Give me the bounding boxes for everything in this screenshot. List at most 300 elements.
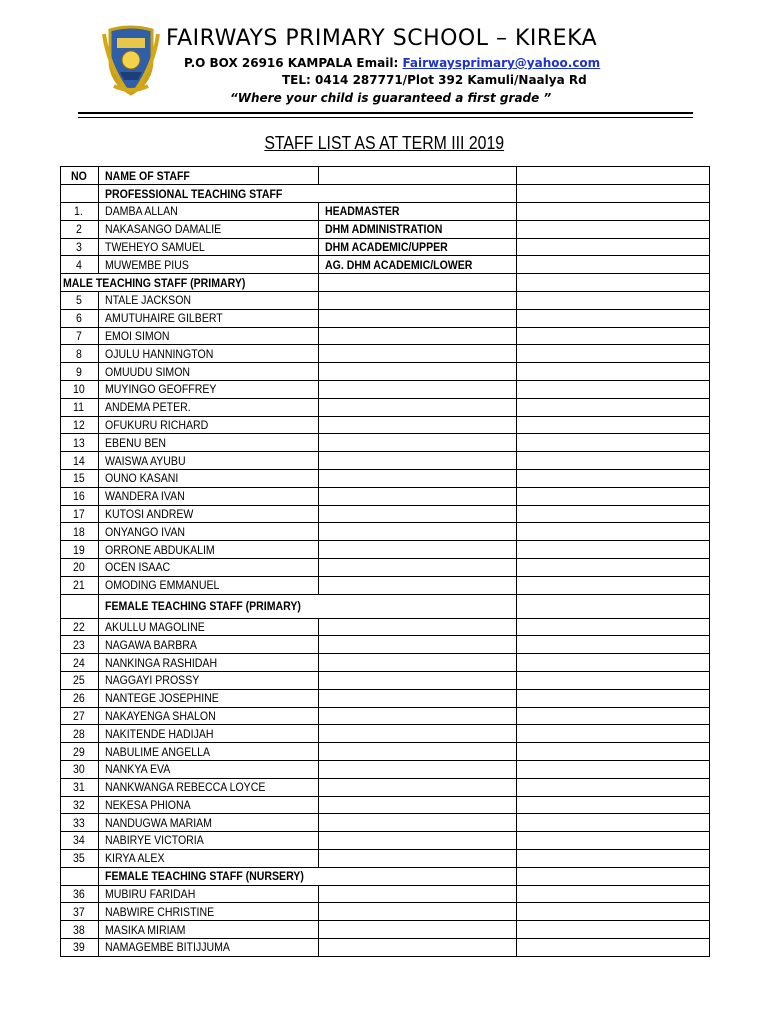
staff-number: 3	[76, 239, 83, 254]
empty-cell	[517, 671, 710, 689]
staff-role-cell	[319, 238, 517, 256]
staff-name: NEKESA PHIONA	[105, 797, 191, 812]
staff-role: HEADMASTER	[325, 204, 400, 219]
section-label: PROFESSIONAL TEACHING STAFF	[105, 186, 283, 201]
empty-cell	[517, 291, 710, 309]
document-title-text: STAFF LIST AS AT TERM III 2019	[264, 133, 504, 153]
school-motto: “Where your child is guaranteed a first grade ”	[230, 91, 552, 105]
column-header-name-text: NAME OF STAFF	[105, 168, 190, 183]
staff-number: 36	[72, 887, 85, 902]
staff-name: NABULIME ANGELLA	[105, 744, 211, 759]
staff-role-cell	[319, 398, 517, 416]
table-row	[61, 725, 710, 743]
staff-number-cell	[61, 725, 99, 743]
table-row	[61, 814, 710, 832]
empty-cell	[517, 434, 710, 452]
staff-number-cell	[61, 576, 99, 594]
section-label-cell	[99, 594, 517, 618]
staff-number: 12	[72, 417, 85, 432]
staff-role-cell	[319, 778, 517, 796]
staff-name-cell	[99, 796, 319, 814]
staff-role-cell	[319, 558, 517, 576]
staff-number: 5	[76, 293, 83, 308]
staff-role-cell	[319, 814, 517, 832]
staff-name: MUBIRU FARIDAH	[105, 887, 196, 902]
staff-name-cell	[99, 849, 319, 867]
staff-name: KIRYA ALEX	[105, 851, 165, 866]
table-row	[61, 832, 710, 850]
staff-name-cell	[99, 220, 319, 238]
address-line	[184, 56, 600, 70]
table-row	[61, 707, 710, 725]
staff-role-cell	[319, 203, 517, 221]
table-row	[61, 452, 710, 470]
staff-name-cell	[99, 434, 319, 452]
column-header-empty	[517, 167, 710, 185]
empty-cell	[517, 558, 710, 576]
staff-number-cell	[61, 416, 99, 434]
staff-name: ORRONE ABDUKALIM	[105, 542, 215, 557]
staff-name-cell	[99, 541, 319, 559]
staff-name-cell	[99, 707, 319, 725]
table-row	[61, 416, 710, 434]
staff-role-cell	[319, 576, 517, 594]
staff-role-cell	[319, 487, 517, 505]
telephone-line: TEL: 0414 287771/Plot 392 Kamuli/Naalya Rd	[282, 73, 587, 87]
staff-role-cell	[319, 523, 517, 541]
empty-cell	[517, 380, 710, 398]
staff-name-cell	[99, 832, 319, 850]
empty-cell	[517, 452, 710, 470]
staff-role-cell	[319, 903, 517, 921]
staff-role-cell	[319, 291, 517, 309]
staff-number-cell	[61, 523, 99, 541]
staff-name: NABIRYE VICTORIA	[105, 833, 204, 848]
empty-cell	[517, 203, 710, 221]
empty-cell	[517, 921, 710, 939]
staff-name-cell	[99, 238, 319, 256]
empty-cell	[517, 594, 710, 618]
staff-role-cell	[319, 309, 517, 327]
staff-number-cell	[61, 778, 99, 796]
staff-number: 4	[76, 257, 83, 272]
staff-number-cell	[61, 921, 99, 939]
staff-name-cell	[99, 345, 319, 363]
staff-number-cell	[61, 220, 99, 238]
staff-name: NAKASANGO DAMALIE	[105, 222, 222, 237]
staff-name-cell	[99, 671, 319, 689]
staff-number-cell	[61, 363, 99, 381]
staff-number-cell	[61, 636, 99, 654]
staff-name-cell	[99, 939, 319, 957]
empty-cell	[61, 185, 99, 203]
staff-name-cell	[99, 885, 319, 903]
staff-table	[60, 166, 710, 957]
staff-number: 31	[72, 780, 85, 795]
staff-number: 18	[72, 524, 85, 539]
staff-number-cell	[61, 618, 99, 636]
empty-cell	[517, 487, 710, 505]
staff-number-cell	[61, 345, 99, 363]
staff-number-cell	[61, 760, 99, 778]
staff-role-cell	[319, 725, 517, 743]
staff-number: 30	[72, 762, 85, 777]
staff-number-cell	[61, 903, 99, 921]
staff-table-body	[61, 167, 710, 957]
staff-number: 27	[72, 708, 85, 723]
staff-role-cell	[319, 707, 517, 725]
header-divider-thin	[78, 117, 693, 118]
staff-role-cell	[319, 505, 517, 523]
table-row	[61, 849, 710, 867]
staff-number-cell	[61, 832, 99, 850]
staff-name: OFUKURU RICHARD	[105, 417, 209, 432]
empty-cell	[517, 309, 710, 327]
empty-cell	[517, 903, 710, 921]
staff-name-cell	[99, 291, 319, 309]
staff-role-cell	[319, 380, 517, 398]
staff-number-cell	[61, 541, 99, 559]
staff-number: 35	[72, 851, 85, 866]
staff-number: 6	[76, 311, 83, 326]
staff-name-cell	[99, 760, 319, 778]
empty-cell	[517, 760, 710, 778]
staff-number: 9	[76, 364, 83, 379]
staff-number: 1.	[74, 204, 84, 219]
staff-name: OJULU HANNINGTON	[105, 346, 214, 361]
staff-name: NAGGAYI PROSSY	[105, 673, 200, 688]
staff-number-cell	[61, 327, 99, 345]
staff-role-cell	[319, 416, 517, 434]
table-header-row	[61, 167, 710, 185]
section-label: FEMALE TEACHING STAFF (NURSERY)	[105, 869, 304, 884]
staff-name: NABWIRE CHRISTINE	[105, 904, 215, 919]
table-row	[61, 469, 710, 487]
table-row	[61, 903, 710, 921]
staff-name: AMUTUHAIRE GILBERT	[105, 311, 223, 326]
staff-name: AKULLU MAGOLINE	[105, 619, 205, 634]
staff-role-cell	[319, 832, 517, 850]
table-row	[61, 398, 710, 416]
staff-name: NANKYA EVA	[105, 762, 171, 777]
staff-name-cell	[99, 309, 319, 327]
staff-role: DHM ADMINISTRATION	[325, 222, 443, 237]
empty-cell	[517, 220, 710, 238]
table-row	[61, 256, 710, 274]
table-row	[61, 576, 710, 594]
table-row	[61, 796, 710, 814]
staff-number: 37	[72, 904, 85, 919]
staff-name-cell	[99, 256, 319, 274]
staff-number-cell	[61, 939, 99, 957]
email-link[interactable]: Fairwaysprimary@yahoo.com	[402, 56, 601, 70]
table-row	[61, 760, 710, 778]
staff-name: MUWEMBE PIUS	[105, 257, 189, 272]
staff-role: DHM ACADEMIC/UPPER	[325, 239, 448, 254]
staff-name-cell	[99, 743, 319, 761]
staff-number-cell	[61, 796, 99, 814]
staff-name-cell	[99, 487, 319, 505]
table-row	[61, 541, 710, 559]
empty-cell	[517, 363, 710, 381]
empty-cell	[517, 832, 710, 850]
school-crest-logo	[100, 24, 162, 96]
staff-role-cell	[319, 363, 517, 381]
staff-name-cell	[99, 452, 319, 470]
staff-number: 39	[72, 940, 85, 955]
staff-name-cell	[99, 814, 319, 832]
staff-name: MASIKA MIRIAM	[105, 922, 186, 937]
staff-number-cell	[61, 380, 99, 398]
section-header-row	[61, 185, 710, 203]
empty-cell	[517, 469, 710, 487]
staff-number: 29	[72, 744, 85, 759]
staff-name: ONYANGO IVAN	[105, 524, 185, 539]
staff-number-cell	[61, 487, 99, 505]
empty-cell	[61, 594, 99, 618]
staff-name-cell	[99, 416, 319, 434]
empty-cell	[61, 867, 99, 885]
table-row	[61, 291, 710, 309]
staff-role-cell	[319, 618, 517, 636]
section-header-row	[61, 274, 710, 292]
staff-role-cell	[319, 220, 517, 238]
table-row	[61, 743, 710, 761]
staff-name-cell	[99, 618, 319, 636]
staff-number: 10	[72, 382, 85, 397]
staff-role-cell	[319, 939, 517, 957]
empty-cell	[517, 541, 710, 559]
staff-role-cell	[319, 760, 517, 778]
empty-cell	[517, 618, 710, 636]
staff-role-cell	[319, 796, 517, 814]
staff-name: OMUUDU SIMON	[105, 364, 191, 379]
table-row	[61, 636, 710, 654]
staff-number-cell	[61, 654, 99, 672]
staff-name-cell	[99, 576, 319, 594]
table-row	[61, 523, 710, 541]
staff-number-cell	[61, 849, 99, 867]
staff-number-cell	[61, 238, 99, 256]
address-text: P.O BOX 26916 KAMPALA Email:	[184, 56, 403, 70]
table-row	[61, 689, 710, 707]
staff-number-cell	[61, 309, 99, 327]
empty-cell	[517, 416, 710, 434]
table-row	[61, 363, 710, 381]
staff-number: 23	[72, 637, 85, 652]
staff-role-cell	[319, 885, 517, 903]
table-row	[61, 309, 710, 327]
staff-number-cell	[61, 885, 99, 903]
staff-name-cell	[99, 380, 319, 398]
empty-cell	[517, 849, 710, 867]
staff-name-cell	[99, 523, 319, 541]
table-row	[61, 203, 710, 221]
staff-number: 34	[72, 833, 85, 848]
table-row	[61, 327, 710, 345]
empty-cell	[517, 523, 710, 541]
empty-cell	[517, 939, 710, 957]
staff-name-cell	[99, 778, 319, 796]
staff-number: 25	[72, 673, 85, 688]
staff-name: NANKINGA RASHIDAH	[105, 655, 218, 670]
staff-number-cell	[61, 814, 99, 832]
empty-cell	[517, 814, 710, 832]
staff-number: 20	[72, 560, 85, 575]
empty-cell	[517, 885, 710, 903]
staff-role-cell	[319, 636, 517, 654]
staff-name: NANTEGE JOSEPHINE	[105, 691, 219, 706]
staff-name-cell	[99, 327, 319, 345]
staff-role-cell	[319, 743, 517, 761]
document-title	[0, 133, 768, 154]
staff-number: 7	[76, 328, 83, 343]
table-row	[61, 238, 710, 256]
staff-number: 16	[72, 489, 85, 504]
section-label-cell	[99, 185, 517, 203]
staff-number: 14	[72, 453, 85, 468]
staff-role: AG. DHM ACADEMIC/LOWER	[325, 257, 473, 272]
staff-name: EBENU BEN	[105, 435, 167, 450]
staff-number: 32	[72, 797, 85, 812]
staff-name-cell	[99, 903, 319, 921]
staff-role-cell	[319, 849, 517, 867]
table-row	[61, 487, 710, 505]
column-header-name	[99, 167, 319, 185]
staff-number-cell	[61, 398, 99, 416]
table-row	[61, 558, 710, 576]
empty-cell	[517, 345, 710, 363]
staff-number: 13	[72, 435, 85, 450]
staff-number: 28	[72, 726, 85, 741]
staff-number-cell	[61, 671, 99, 689]
staff-number: 11	[73, 400, 85, 415]
staff-number: 33	[72, 815, 85, 830]
staff-role-cell	[319, 689, 517, 707]
staff-number: 26	[72, 691, 85, 706]
section-label-cell	[61, 274, 319, 292]
school-name: FAIRWAYS PRIMARY SCHOOL – KIREKA	[166, 26, 598, 51]
staff-number-cell	[61, 469, 99, 487]
staff-number: 17	[72, 506, 85, 521]
empty-cell	[517, 238, 710, 256]
staff-name: ANDEMA PETER.	[105, 400, 191, 415]
empty-cell	[517, 778, 710, 796]
staff-number-cell	[61, 558, 99, 576]
empty-cell	[517, 505, 710, 523]
table-row	[61, 434, 710, 452]
empty-cell	[517, 725, 710, 743]
staff-name-cell	[99, 363, 319, 381]
staff-name: DAMBA ALLAN	[105, 204, 178, 219]
staff-name: NANKWANGA REBECCA LOYCE	[105, 780, 266, 795]
staff-name-cell	[99, 725, 319, 743]
header-divider-thick	[78, 112, 693, 114]
empty-cell	[517, 867, 710, 885]
empty-cell	[517, 796, 710, 814]
empty-cell	[517, 743, 710, 761]
staff-number-cell	[61, 291, 99, 309]
staff-number: 21	[72, 578, 85, 593]
staff-name-cell	[99, 203, 319, 221]
staff-name: NAKITENDE HADIJAH	[105, 726, 214, 741]
staff-name-cell	[99, 398, 319, 416]
staff-number-cell	[61, 505, 99, 523]
staff-name-cell	[99, 921, 319, 939]
staff-name: OUNO KASANI	[105, 471, 179, 486]
staff-number-cell	[61, 689, 99, 707]
empty-cell	[517, 689, 710, 707]
column-header-empty	[319, 167, 517, 185]
staff-role-cell	[319, 256, 517, 274]
staff-role-cell	[319, 434, 517, 452]
table-row	[61, 885, 710, 903]
column-header-no-text: NO	[70, 168, 87, 183]
table-row	[61, 618, 710, 636]
staff-name: NAMAGEMBE BITIJJUMA	[105, 940, 230, 955]
staff-name: WAISWA AYUBU	[105, 453, 186, 468]
staff-number: 19	[72, 542, 85, 557]
table-row	[61, 654, 710, 672]
staff-role-cell	[319, 921, 517, 939]
table-row	[61, 380, 710, 398]
section-label: FEMALE TEACHING STAFF (PRIMARY)	[105, 599, 301, 614]
staff-number: 22	[72, 619, 85, 634]
table-row	[61, 671, 710, 689]
empty-cell	[517, 707, 710, 725]
staff-number: 8	[76, 346, 83, 361]
staff-number: 2	[76, 222, 83, 237]
staff-number-cell	[61, 743, 99, 761]
staff-role-cell	[319, 671, 517, 689]
staff-name-cell	[99, 505, 319, 523]
staff-name-cell	[99, 654, 319, 672]
empty-cell	[319, 274, 517, 292]
staff-role-cell	[319, 541, 517, 559]
section-label-cell	[99, 867, 517, 885]
staff-name: NAGAWA BARBRA	[105, 637, 197, 652]
staff-number-cell	[61, 707, 99, 725]
staff-name: NAKAYENGA SHALON	[105, 708, 216, 723]
section-header-row	[61, 594, 710, 618]
empty-cell	[517, 654, 710, 672]
staff-role-cell	[319, 345, 517, 363]
staff-role-cell	[319, 469, 517, 487]
staff-role-cell	[319, 327, 517, 345]
empty-cell	[517, 636, 710, 654]
empty-cell	[517, 256, 710, 274]
staff-name: OCEN ISAAC	[105, 560, 171, 575]
staff-name-cell	[99, 469, 319, 487]
table-row	[61, 220, 710, 238]
staff-name-cell	[99, 689, 319, 707]
column-header-no	[61, 167, 99, 185]
table-row	[61, 939, 710, 957]
table-row	[61, 505, 710, 523]
staff-name: EMOI SIMON	[105, 328, 170, 343]
staff-number: 24	[72, 655, 85, 670]
section-header-row	[61, 867, 710, 885]
staff-name-cell	[99, 636, 319, 654]
section-label: MALE TEACHING STAFF (PRIMARY)	[63, 275, 246, 290]
empty-cell	[517, 185, 710, 203]
staff-number-cell	[61, 452, 99, 470]
staff-name: OMODING EMMANUEL	[105, 578, 220, 593]
table-row	[61, 778, 710, 796]
staff-role-cell	[319, 654, 517, 672]
staff-name: NTALE JACKSON	[105, 293, 192, 308]
staff-name: NANDUGWA MARIAM	[105, 815, 212, 830]
